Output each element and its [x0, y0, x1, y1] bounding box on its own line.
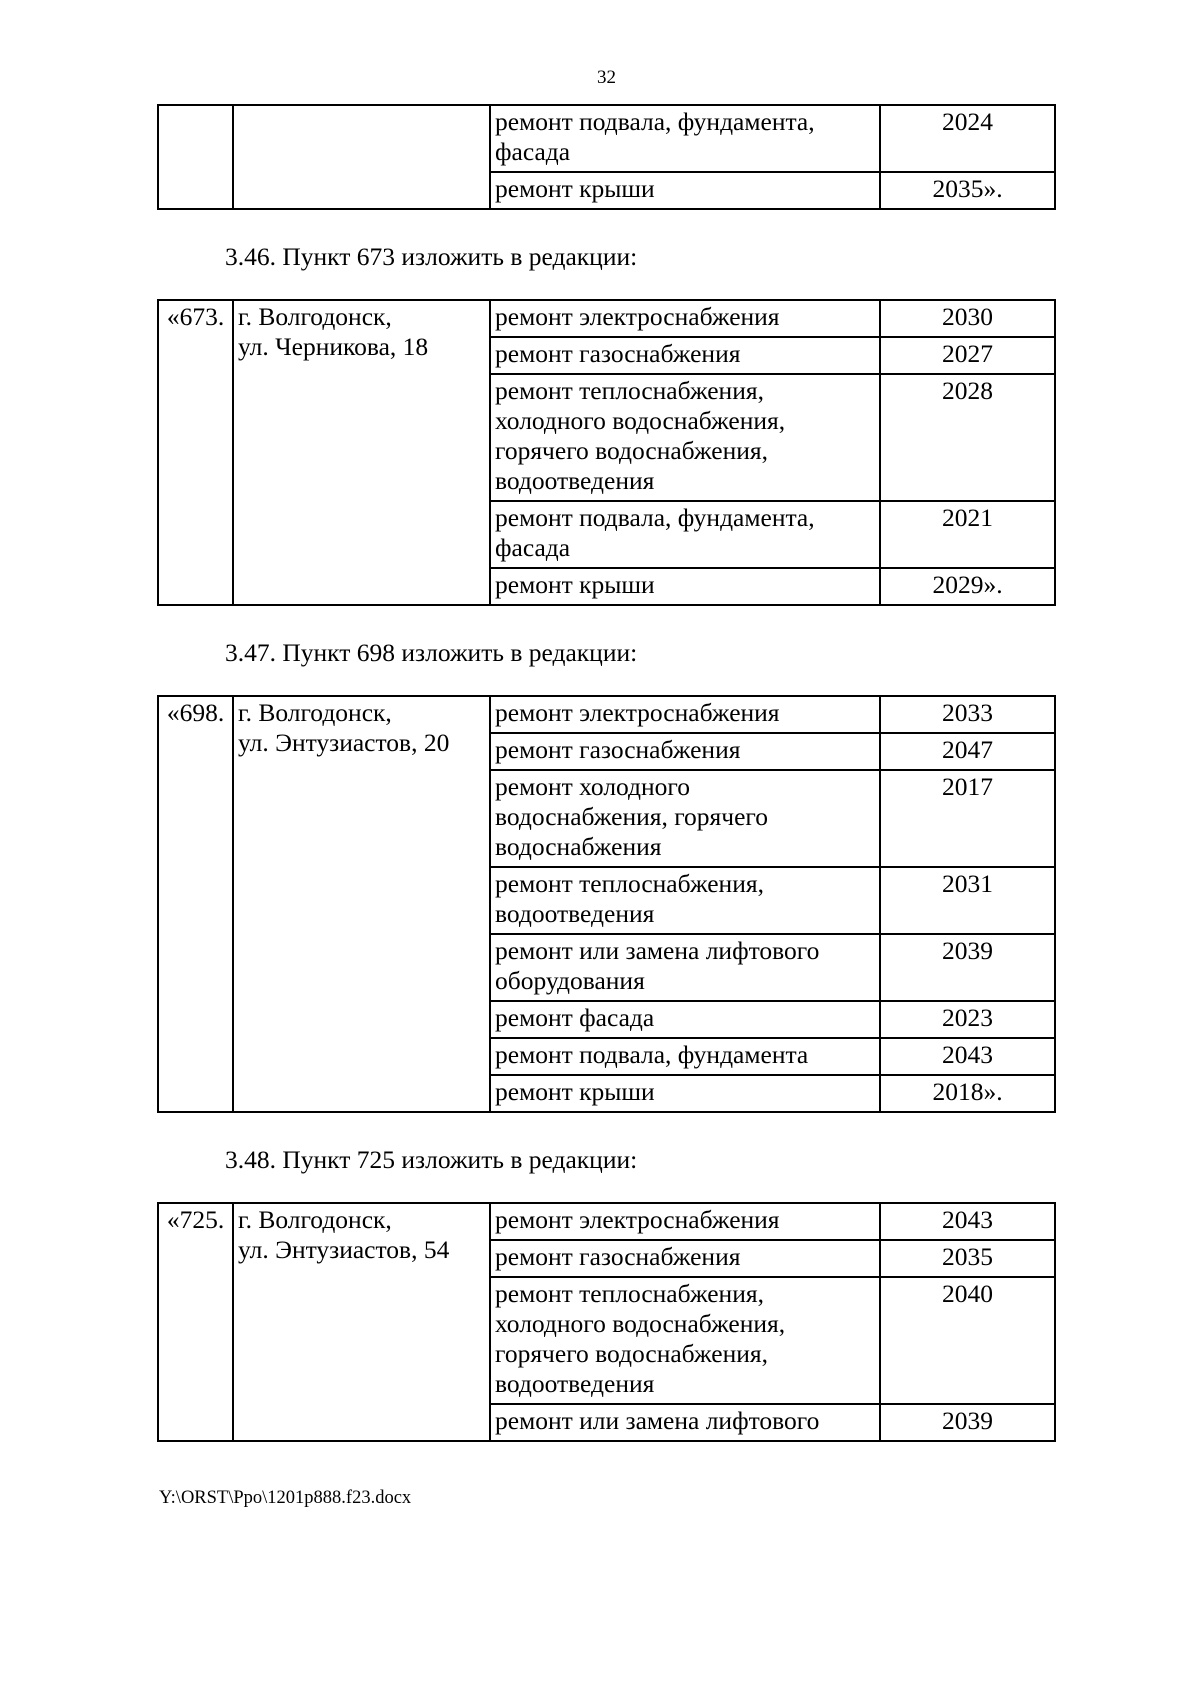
page-number: 32	[597, 67, 616, 88]
table-row	[491, 1000, 1054, 1037]
address-cell	[234, 301, 491, 604]
work-cell: ремонт газоснабжения	[491, 734, 881, 769]
year-cell: 2017	[942, 772, 993, 801]
table-row	[491, 500, 1054, 567]
year-cell: 2024	[942, 107, 993, 136]
address-city: г. Волгодонск,	[238, 1205, 392, 1234]
table-row	[491, 769, 1054, 866]
year-cell: 2035	[942, 1242, 993, 1271]
table-row	[491, 697, 1054, 732]
table-row	[491, 732, 1054, 769]
repair-schedule-table	[157, 695, 1056, 1113]
work-cell: ремонт подвала, фундамента	[491, 1039, 881, 1074]
continuation-table	[157, 104, 1056, 210]
works-column	[491, 106, 1054, 208]
table-row	[491, 933, 1054, 1000]
year-cell: 2018».	[932, 1077, 1003, 1106]
repair-schedule-table	[157, 1202, 1056, 1442]
work-cell: ремонт крыши	[491, 1076, 881, 1111]
year-cell: 2040	[942, 1279, 993, 1308]
work-cell: ремонт теплоснабжения, холодного водоснабжения, горячего водоснабжения, водоотведения	[491, 375, 881, 500]
year-cell: 2027	[942, 339, 993, 368]
work-cell: ремонт электроснабжения	[491, 697, 881, 732]
table-row	[491, 1403, 1054, 1440]
section-heading: 3.46. Пункт 673 изложить в редакции:	[225, 242, 638, 271]
table-row	[491, 171, 1054, 208]
item-number-cell	[159, 106, 234, 208]
footer-file-path: Y:\ORST\Ppo\1201p888.f23.docx	[159, 1488, 412, 1508]
item-number-cell: «725.	[159, 1204, 234, 1440]
work-cell: ремонт крыши	[491, 173, 881, 208]
table-row	[491, 373, 1054, 500]
table-row	[491, 567, 1054, 604]
year-cell: 2021	[942, 503, 993, 532]
address-city: г. Волгодонск,	[238, 302, 392, 331]
year-cell: 2043	[942, 1040, 993, 1069]
year-cell: 2028	[942, 376, 993, 405]
work-cell: ремонт крыши	[491, 569, 881, 604]
work-cell: ремонт теплоснабжения, холодного водоснабжения, горячего водоснабжения, водоотведения	[491, 1278, 881, 1403]
table-row	[491, 1037, 1054, 1074]
table-row	[491, 106, 1054, 171]
table-row	[491, 336, 1054, 373]
work-cell: ремонт или замена лифтового	[491, 1405, 881, 1440]
year-cell: 2031	[942, 869, 993, 898]
section-heading: 3.47. Пункт 698 изложить в редакции:	[225, 638, 638, 667]
year-cell: 2030	[942, 302, 993, 331]
work-cell: ремонт подвала, фундамента, фасада	[491, 106, 881, 171]
work-cell: ремонт газоснабжения	[491, 338, 881, 373]
address-street: ул. Энтузиастов, 54	[238, 1235, 450, 1264]
year-cell: 2035».	[932, 174, 1003, 203]
work-cell: ремонт газоснабжения	[491, 1241, 881, 1276]
address-cell	[234, 1204, 491, 1440]
work-cell: ремонт теплоснабжения, водоотведения	[491, 868, 881, 933]
address-street: ул. Черникова, 18	[238, 332, 429, 361]
year-cell: 2029».	[932, 570, 1003, 599]
table-row	[491, 301, 1054, 336]
year-cell: 2047	[942, 735, 993, 764]
address-cell	[234, 697, 491, 1111]
year-cell: 2039	[942, 1406, 993, 1435]
work-cell: ремонт электроснабжения	[491, 301, 881, 336]
year-cell: 2043	[942, 1205, 993, 1234]
address-cell	[234, 106, 491, 208]
table-row	[491, 1239, 1054, 1276]
table-row	[491, 1276, 1054, 1403]
section-heading: 3.48. Пункт 725 изложить в редакции:	[225, 1145, 638, 1174]
work-cell: ремонт подвала, фундамента, фасада	[491, 502, 881, 567]
work-cell: ремонт или замена лифтового оборудования	[491, 935, 881, 1000]
work-cell: ремонт фасада	[491, 1002, 881, 1037]
address-city: г. Волгодонск,	[238, 698, 392, 727]
year-cell: 2039	[942, 936, 993, 965]
work-cell: ремонт холодного водоснабжения, горячего водоснабжения	[491, 771, 881, 866]
table-row	[491, 866, 1054, 933]
table-row	[491, 1074, 1054, 1111]
repair-schedule-table	[157, 299, 1056, 606]
work-cell: ремонт электроснабжения	[491, 1204, 881, 1239]
works-column	[491, 301, 1054, 604]
item-number-cell: «673.	[159, 301, 234, 604]
year-cell: 2033	[942, 698, 993, 727]
works-column	[491, 1204, 1054, 1440]
address-street: ул. Энтузиастов, 20	[238, 728, 450, 757]
year-cell: 2023	[942, 1003, 993, 1032]
item-number-cell: «698.	[159, 697, 234, 1111]
table-row	[491, 1204, 1054, 1239]
document-body	[157, 104, 1056, 1442]
works-column	[491, 697, 1054, 1111]
